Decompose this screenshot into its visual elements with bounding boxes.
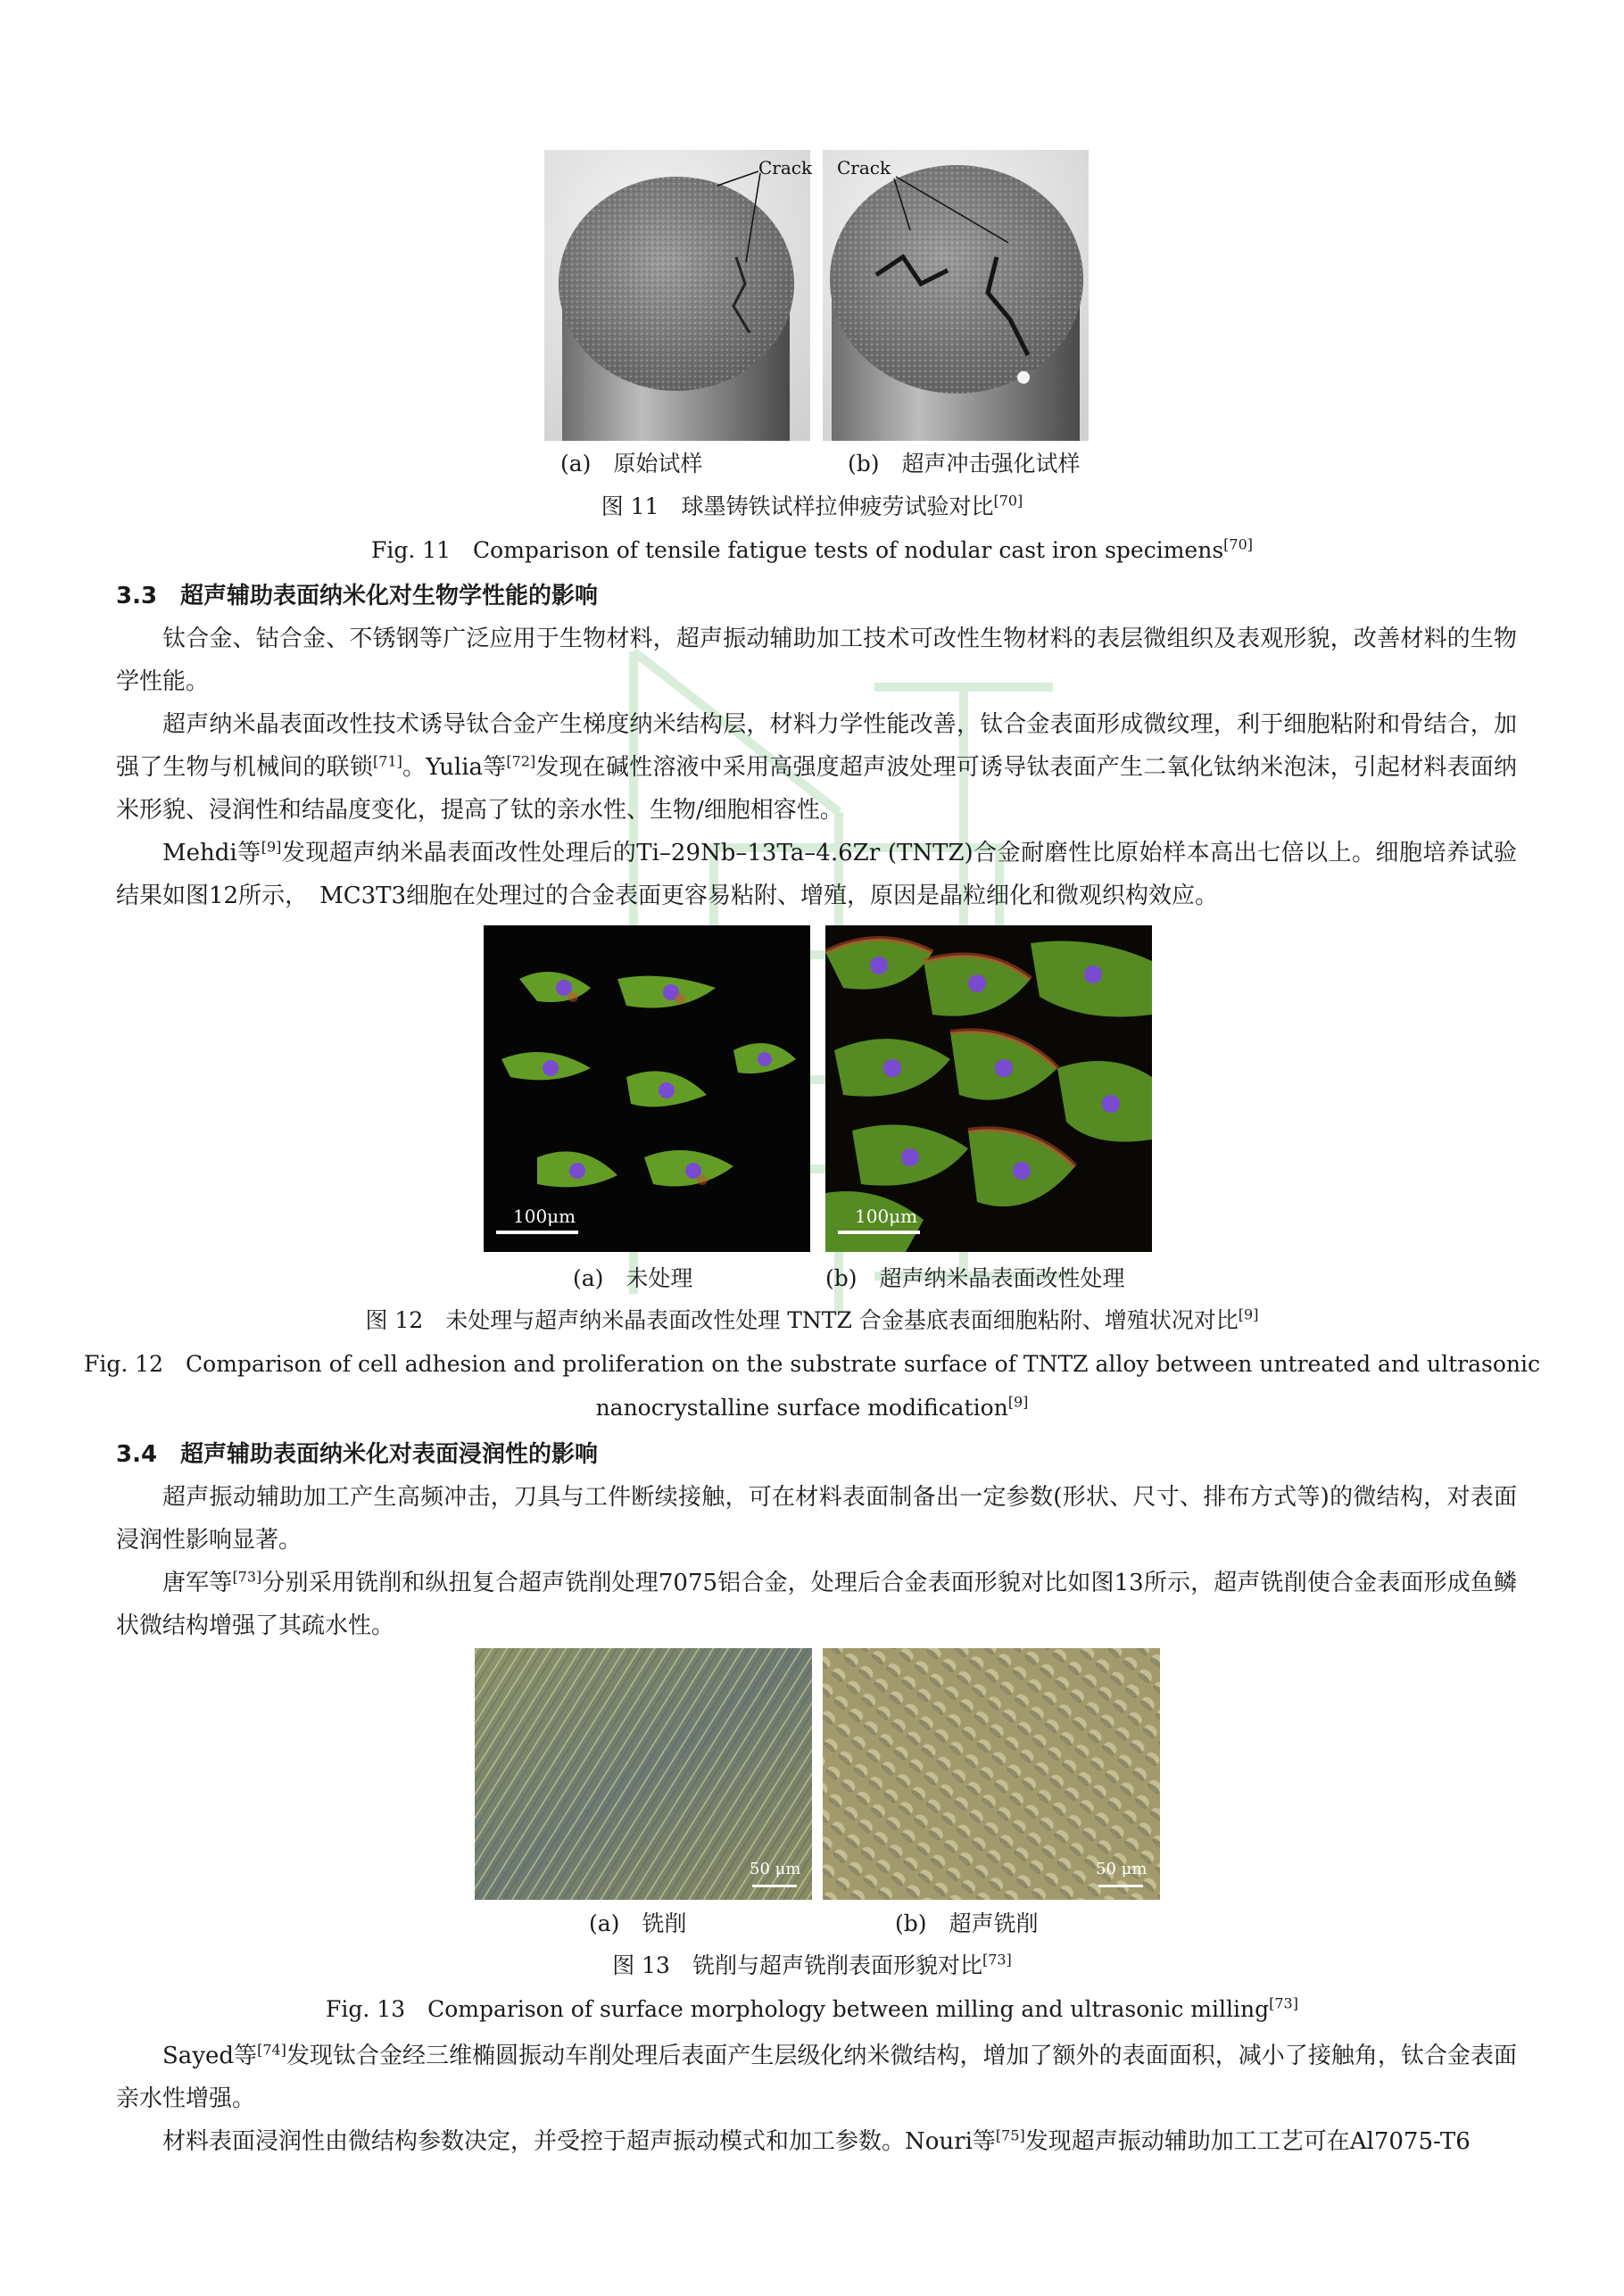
fig12-scale-label-a: 100μm bbox=[513, 1206, 576, 1227]
fig12-image-a bbox=[484, 925, 810, 1252]
fig13-caption-cn: 图 13 铣削与超声铣削表面形貌对比[73] bbox=[612, 1951, 1012, 1978]
fig11-crack-label-a: Crack bbox=[758, 157, 813, 178]
fig12-image-b bbox=[825, 925, 1152, 1252]
fig11-sub-b: (b) 超声冲击强化试样 bbox=[848, 451, 1081, 477]
sec33-paragraph-1: 钛合金、钴合金、不锈钢等广泛应用于生物材料，超声振动辅助加工技术可改性生物材料的表层微组织及表观形貌，改善材料的生物学性能。 bbox=[116, 626, 1517, 695]
sec34-paragraph-1: 超声振动辅助加工产生高频冲击，刀具与工件断续接触，可在材料表面制备出一定参数(形状、尺寸、排布方式等)的微结构，对表面浸润性影响显著。 bbox=[116, 1484, 1517, 1554]
tail-paragraph-2: 材料表面浸润性由微结构参数决定，并受控于超声振动模式和加工参数。Nouri等[75]发现超声振动辅助加工工艺可在Al7075-T6 bbox=[162, 2126, 1471, 2155]
fig13-caption-en: Fig. 13 Comparison of surface morphology between milling and ultrasonic milling[73] bbox=[326, 1994, 1298, 2022]
sec34-paragraph-2: 唐军等[73]分别采用铣削和纵扭复合超声铣削处理7075铝合金，处理后合金表面形貌对比如图13所示，超声铣削使合金表面形成鱼鳞状微结构增强了其疏水性。 bbox=[116, 1568, 1517, 1639]
fig13-sub-b: (b) 超声铣削 bbox=[895, 1911, 1039, 1936]
fig13-scale-label-b: 50 μm bbox=[1096, 1860, 1148, 1878]
fig12-caption-cn: 图 12 未处理与超声纳米晶表面改性处理 TNTZ 合金基底表面细胞粘附、增殖状况对比[9] bbox=[365, 1305, 1259, 1333]
fig12-caption-en-line2: nanocrystalline surface modification[9] bbox=[595, 1393, 1029, 1421]
fig11-caption-cn: 图 11 球墨铸铁试样拉伸疲劳试验对比[70] bbox=[601, 492, 1023, 519]
fig12-scale-label-b: 100μm bbox=[855, 1206, 918, 1227]
fig11-crack-pointer-a bbox=[705, 168, 776, 266]
fig12-sub-b: (b) 超声纳米晶表面改性处理 bbox=[825, 1265, 1125, 1291]
section-3-4-heading: 3.4 超声辅助表面纳米化对表面浸润性的影响 bbox=[116, 1441, 599, 1468]
sec33-paragraph-3: Mehdi等[9]发现超声纳米晶表面改性处理后的Ti–29Nb–13Ta–4.6Zr (TNTZ)合金耐磨性比原始样本高出七倍以上。细胞培养试验结果如图12所示， MC3T3细胞在处理过的合金表面更容易粘附、增殖，原因是晶粒细化和微观织构效应。 bbox=[116, 838, 1517, 909]
fig13-scalebar-a bbox=[752, 1885, 797, 1887]
section-3-3-heading: 3.3 超声辅助表面纳米化对生物学性能的影响 bbox=[116, 583, 599, 609]
fig11-crack-pointer-b bbox=[874, 166, 1035, 255]
fig13-sub-a: (a) 铣削 bbox=[589, 1911, 687, 1936]
fig11-crack-label-b: Crack bbox=[837, 157, 891, 178]
fig12-sub-a: (a) 未处理 bbox=[573, 1265, 693, 1291]
fig12-caption-en-line1: Fig. 12 Comparison of cell adhesion and proliferation on the substrate surface of TNTZ alloy between untreated and ultrasonic bbox=[84, 1351, 1540, 1377]
tail-paragraph-1: Sayed等[74]发现钛合金经三维椭圆振动车削处理后表面产生层级化纳米微结构，增加了额外的表面面积，减小了接触角，钛合金表面亲水性增强。 bbox=[116, 2041, 1517, 2112]
fig13-scalebar-b bbox=[1098, 1885, 1143, 1887]
fig11-sub-a: (a) 原始试样 bbox=[560, 451, 703, 477]
sec33-paragraph-2: 超声纳米晶表面改性技术诱导钛合金产生梯度纳米结构层，材料力学性能改善，钛合金表面形成微纹理，利于细胞粘附和骨结合，加强了生物与机械间的联锁[71]。Yulia等[72]发现在碱性溶液中采用高强度超声波处理可诱导钛表面产生二氧化钛纳米泡沫，引起材料表面纳米形貌、浸润性和结晶度变化，提高了钛的亲水性、生物/细胞相容性。 bbox=[116, 711, 1517, 824]
fig12-scalebar-a bbox=[496, 1231, 578, 1234]
fig13-scale-label-a: 50 μm bbox=[750, 1860, 801, 1878]
fig12-scalebar-b bbox=[838, 1231, 920, 1234]
fig11-caption-en: Fig. 11 Comparison of tensile fatigue tests of nodular cast iron specimens[70] bbox=[371, 535, 1253, 563]
